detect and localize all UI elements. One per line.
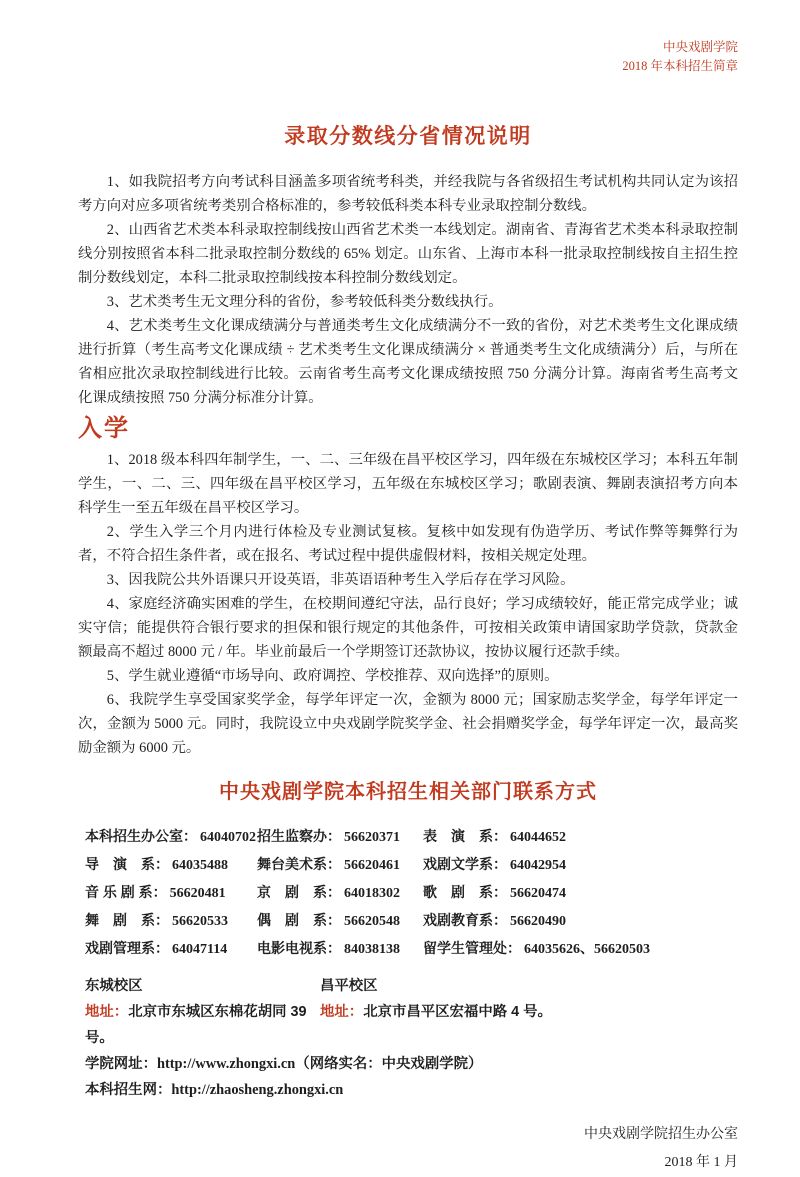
website-label: 学院网址：: [85, 1056, 157, 1072]
score-section-title: 录取分数线分省情况说明: [284, 124, 532, 148]
department-label: 戏剧文学系：: [423, 856, 507, 872]
website-label: 本科招生网：: [85, 1082, 172, 1098]
address-label: 地址：: [85, 1004, 129, 1020]
campus-block: [85, 973, 738, 1051]
enroll-paragraph-1: 1、2018 级本科四年制学生，一、二、三年级在昌平校区学习，四年级在东城校区学习；本科五年制学生，一、二、三、四年级在昌平校区学习，五年级在东城校区学习；歌剧表演、舞剧表演招考方向本科学生一至五年级在昌平校区学习。: [78, 452, 738, 516]
campus-address-changping: [320, 999, 738, 1051]
website-note: （网络实名：中央戏剧学院）: [295, 1056, 483, 1072]
contact-item: [423, 823, 738, 851]
enroll-section-title: 入学: [78, 415, 130, 442]
links-block: [85, 1051, 738, 1103]
phone-number: 56620474: [510, 886, 566, 901]
running-header-doc: 2018 年本科招生简章: [622, 59, 738, 73]
enroll-section-body: [78, 448, 738, 760]
score-paragraph-2: 2、山西省艺术类本科录取控制线按山西省艺术类一本线划定。湖南省、青海省艺术类本科录取控制线分别按照省本科二批录取控制分数线的 65% 划定。山东省、上海市本科一批录取控制线按自主招生控制分数线划定，本科二批录取控制线按本科控制分数线划定。: [78, 222, 738, 286]
phone-number: 56620533: [172, 914, 228, 929]
department-label: 戏剧教育系：: [423, 912, 507, 928]
department-label: 音 乐 剧 系：: [85, 884, 167, 900]
department-label: 舞台美术系：: [257, 856, 341, 872]
enroll-paragraph-2: 2、学生入学三个月内进行体检及专业测试复核。复核中如发现有伪造学历、考试作弊等舞弊行为者，不符合招生条件者，或在报名、考试过程中提供虚假材料，按相关规定处理。: [78, 524, 738, 564]
phone-number: 56620548: [344, 914, 400, 929]
contact-item: [257, 907, 423, 935]
admissions-website-url[interactable]: http://zhaosheng.zhongxi.cn: [171, 1082, 344, 1098]
footer-office: 中央戏剧学院招生办公室: [584, 1127, 738, 1142]
running-header: [78, 38, 738, 76]
doc-footer: [78, 1121, 738, 1177]
contact-item: [85, 851, 257, 879]
contact-column-1: [85, 823, 257, 963]
department-label: 表 演 系：: [423, 828, 507, 844]
phone-number: 64044652: [510, 830, 566, 845]
enroll-paragraph-3: 3、因我院公共外语课只开设英语，非英语语种考生入学后存在学习风险。: [106, 572, 575, 588]
contact-column-2: [257, 823, 423, 963]
campus-name-changping: 昌平校区: [320, 978, 378, 994]
phone-number: 64047114: [172, 942, 228, 957]
running-header-org: 中央戏剧学院: [662, 40, 738, 54]
phone-number: 56620481: [169, 886, 226, 901]
enroll-paragraph-6: 6、我院学生享受国家奖学金，每学年评定一次，金额为 8000 元；国家励志奖学金，每学年评定一次，金额为 5000 元。同时，我院设立中央戏剧学院奖学金、社会捐赠奖学金，每学年评定一次，最高奖励金额为 6000 元。: [78, 692, 738, 756]
contact-item: [85, 935, 257, 963]
contact-item: [257, 879, 423, 907]
department-label: 舞 剧 系：: [85, 912, 169, 928]
phone-number: 56620490: [510, 914, 566, 929]
score-paragraph-1: 1、如我院招考方向考试科目涵盖多项省统考科类，并经我院与各省级招生考试机构共同认定为该招考方向对应多项省统考类别合格标准的，参考较低科类本科专业录取控制分数线。: [78, 174, 738, 214]
phone-number: 84038138: [344, 942, 400, 957]
department-label: 留学生管理处：: [423, 940, 521, 956]
contact-section-title: 中央戏剧学院本科招生相关部门联系方式: [219, 781, 597, 803]
contact-item: [423, 879, 738, 907]
phone-number: 64040702: [200, 830, 256, 845]
enroll-paragraph-5: 5、学生就业遵循“市场导向、政府调控、学校推荐、双向选择”的原则。: [106, 668, 559, 684]
contact-item: [257, 935, 423, 963]
department-label: 电影电视系：: [257, 940, 341, 956]
department-label: 本科招生办公室：: [85, 828, 197, 844]
campus-name-dongcheng: 东城校区: [85, 978, 143, 994]
phone-number: 56620371: [344, 830, 400, 845]
admissions-website-line: [85, 1077, 738, 1103]
phone-number: 64042954: [510, 858, 566, 873]
college-website-url[interactable]: http://www.zhongxi.cn: [156, 1056, 296, 1072]
phone-number: 56620461: [344, 858, 400, 873]
college-website-line: [85, 1051, 738, 1077]
address-text: 北京市东城区东棉花胡同 39 号。: [85, 1004, 307, 1046]
contact-item: [85, 907, 257, 935]
contact-item: [85, 823, 257, 851]
address-label: 地址：: [320, 1004, 364, 1020]
campus-address-dongcheng: [85, 999, 320, 1051]
phone-number: 64035626、56620503: [524, 942, 650, 957]
contact-table: [85, 823, 738, 963]
contact-item: [85, 879, 257, 907]
contact-column-3: [423, 823, 738, 963]
contact-item: [423, 851, 738, 879]
department-label: 招生监察办：: [257, 828, 341, 844]
phone-number: 64018302: [344, 886, 400, 901]
department-label: 戏剧管理系：: [85, 940, 169, 956]
score-paragraph-4: 4、艺术类考生文化课成绩满分与普通类考生文化成绩满分不一致的省份，对艺术类考生文化课成绩进行折算（考生高考文化课成绩 ÷ 艺术类考生文化课成绩满分 × 普通类考生文化成绩满分）后，与所在省相应批次录取控制线进行比较。云南省考生高考文化课成绩按照 750 分满分计算。海南省考生高考文化课成绩按照 750 分满分标准分计算。: [78, 318, 738, 406]
enroll-paragraph-4: 4、家庭经济确实困难的学生，在校期间遵纪守法，品行良好；学习成绩较好，能正常完成学业；诚实守信；能提供符合银行要求的担保和银行规定的其他条件，可按相关政策申请国家助学贷款，贷款金额最高不超过 8000 元 / 年。毕业前最后一个学期签订还款协议，按协议履行还款手续。: [78, 596, 738, 660]
contact-item: [257, 823, 423, 851]
address-text: 北京市昌平区宏福中路 4 号。: [363, 1004, 552, 1020]
score-section-body: [78, 170, 738, 410]
phone-number: 64035488: [172, 858, 228, 873]
department-label: 导 演 系：: [85, 856, 169, 872]
department-label: 歌 剧 系：: [423, 884, 507, 900]
department-label: 京 剧 系：: [257, 884, 341, 900]
score-paragraph-3: 3、艺术类考生无文理分科的省份，参考较低科类分数线执行。: [106, 294, 503, 310]
contact-item: [423, 935, 738, 963]
department-label: 偶 剧 系：: [257, 912, 341, 928]
footer-date: 2018 年 1 月: [664, 1155, 738, 1170]
contact-item: [423, 907, 738, 935]
contact-item: [257, 851, 423, 879]
